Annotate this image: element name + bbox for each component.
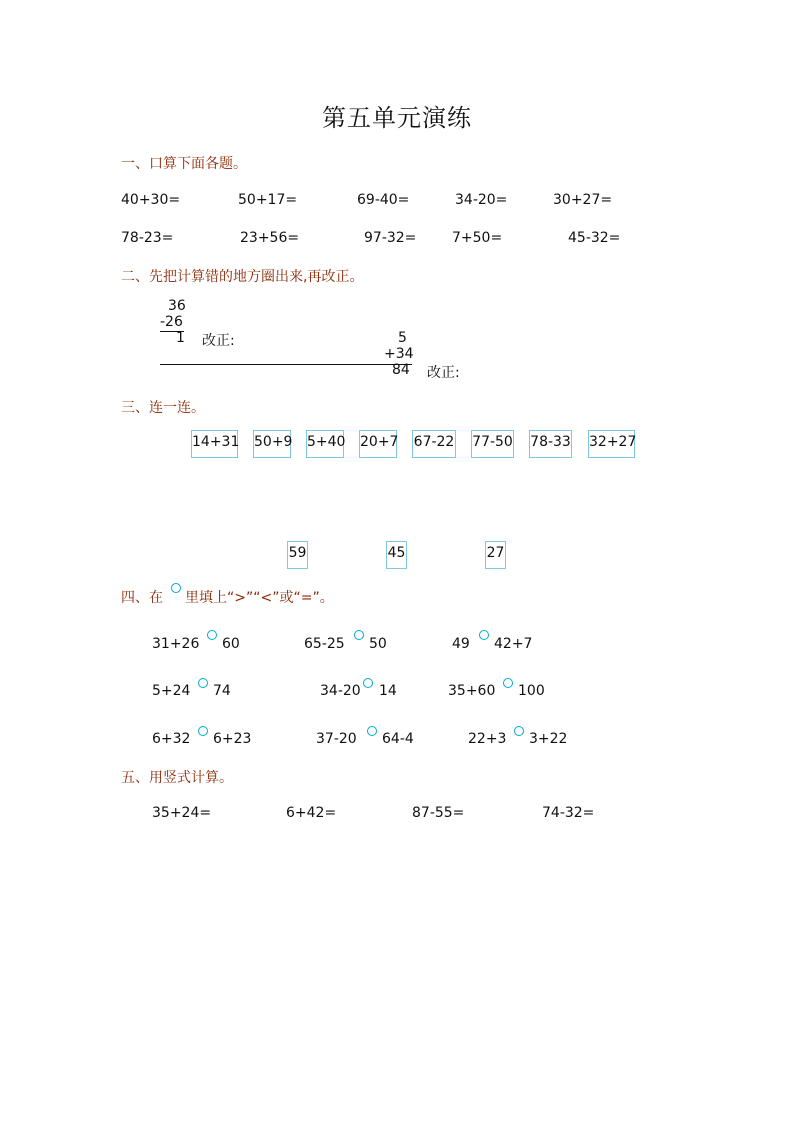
compare-circle[interactable] — [354, 630, 364, 640]
vertical-subtrahend: -26 — [160, 314, 183, 330]
expression-box[interactable]: 20+7 — [359, 430, 397, 458]
vertical-calc-problem: 74-32= — [542, 805, 595, 821]
compare-left: 49 — [452, 636, 470, 652]
oral-problem: 7+50= — [452, 230, 503, 246]
compare-left: 31+26 — [152, 636, 200, 652]
section-3-heading: 三、连一连。 — [121, 400, 205, 416]
compare-left: 5+24 — [152, 683, 191, 699]
section-2-heading: 二、先把计算错的地方圈出来,再改正。 — [121, 269, 364, 285]
correction-label: 改正: — [427, 365, 460, 381]
expression-box[interactable]: 67-22 — [412, 430, 456, 458]
vertical-result: 1 — [176, 330, 185, 346]
oral-problem: 40+30= — [121, 192, 181, 208]
compare-right: 6+23 — [213, 731, 252, 747]
vertical-calc-problem: 87-55= — [412, 805, 465, 821]
oral-problem: 23+56= — [240, 230, 300, 246]
compare-circle[interactable] — [207, 630, 217, 640]
compare-right: 100 — [518, 683, 545, 699]
compare-left: 37-20 — [316, 731, 357, 747]
expression-box[interactable]: 32+27 — [588, 430, 635, 458]
oral-problem: 30+27= — [553, 192, 613, 208]
vertical-rule — [160, 364, 412, 365]
circle-icon — [171, 583, 181, 593]
section-4-heading-pre: 四、在 — [121, 590, 163, 606]
compare-circle[interactable] — [514, 726, 524, 736]
vertical-calc-problem: 35+24= — [152, 805, 212, 821]
expression-box[interactable]: 77-50 — [471, 430, 514, 458]
vertical-addend: +34 — [384, 346, 414, 362]
compare-right: 50 — [369, 636, 387, 652]
expression-box[interactable]: 14+31 — [191, 430, 238, 458]
answer-box[interactable]: 45 — [386, 541, 407, 569]
compare-right: 42+7 — [494, 636, 533, 652]
compare-right: 64-4 — [382, 731, 414, 747]
answer-box[interactable]: 59 — [287, 541, 308, 569]
compare-circle[interactable] — [367, 726, 377, 736]
vertical-calc-problem: 6+42= — [286, 805, 337, 821]
section-5-heading: 五、用竖式计算。 — [121, 770, 233, 786]
oral-problem: 45-32= — [568, 230, 621, 246]
vertical-top-number: 36 — [168, 298, 186, 314]
compare-circle[interactable] — [479, 630, 489, 640]
compare-circle[interactable] — [198, 678, 208, 688]
compare-right: 60 — [222, 636, 240, 652]
compare-left: 22+3 — [468, 731, 507, 747]
page-title: 第五单元演练 — [322, 104, 472, 132]
compare-circle[interactable] — [198, 726, 208, 736]
compare-left: 34-20 — [320, 683, 361, 699]
answer-box[interactable]: 27 — [485, 541, 506, 569]
oral-problem: 78-23= — [121, 230, 174, 246]
correction-label: 改正: — [202, 333, 235, 349]
compare-left: 6+32 — [152, 731, 191, 747]
vertical-result: 84 — [392, 362, 410, 378]
section-1-heading: 一、口算下面各题。 — [121, 156, 247, 172]
compare-right: 14 — [379, 683, 397, 699]
expression-box[interactable]: 5+40 — [306, 430, 344, 458]
oral-problem: 69-40= — [357, 192, 410, 208]
compare-circle[interactable] — [503, 678, 513, 688]
oral-problem: 97-32= — [364, 230, 417, 246]
expression-box[interactable]: 78-33 — [529, 430, 572, 458]
expression-box[interactable]: 50+9 — [253, 430, 291, 458]
oral-problem: 34-20= — [455, 192, 508, 208]
oral-problem: 50+17= — [238, 192, 298, 208]
compare-right: 3+22 — [529, 731, 568, 747]
compare-left: 65-25 — [304, 636, 345, 652]
compare-right: 74 — [213, 683, 231, 699]
compare-left: 35+60 — [448, 683, 496, 699]
section-4-heading-post: 里填上“>”“<”或“=”。 — [185, 590, 334, 606]
compare-circle[interactable] — [363, 678, 373, 688]
vertical-top-number: 5 — [398, 330, 407, 346]
